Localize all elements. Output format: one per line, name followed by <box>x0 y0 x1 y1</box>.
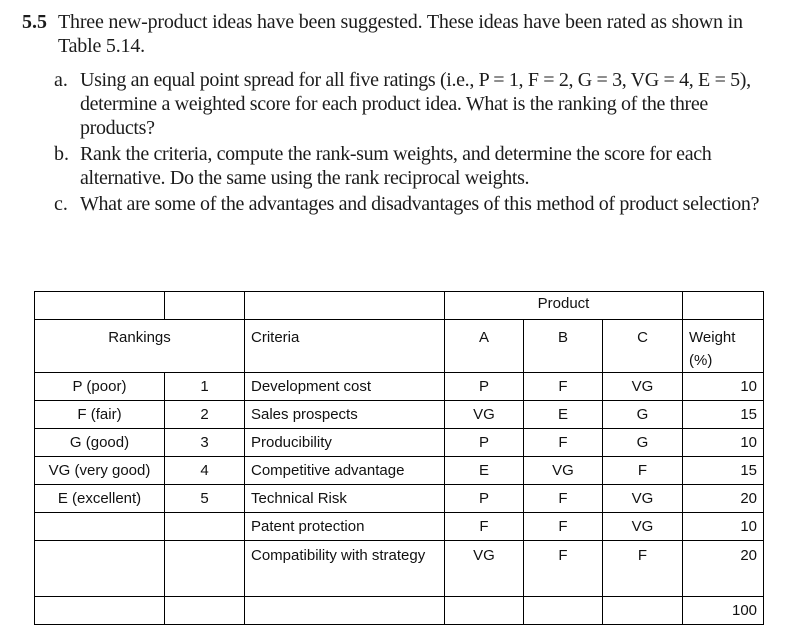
criterion-weight: 15 <box>683 401 764 429</box>
table-row <box>35 457 764 485</box>
part-line: Using an equal point spread for all five ratings (i.e., P = 1, F = 2, G = 3, VG = 4, E = 5), <box>80 69 751 91</box>
rating-c: G <box>603 429 683 457</box>
product-group-header: Product <box>445 292 683 320</box>
empty-cell <box>165 513 245 541</box>
ranking-value: 5 <box>165 485 245 513</box>
part-letter: a. <box>54 69 68 91</box>
rating-c: F <box>603 541 683 597</box>
total-weight: 100 <box>683 597 764 625</box>
problem-intro-line-1: Three new-product ideas have been suggested. These ideas have been rated as shown in <box>58 11 743 33</box>
problem-part-b <box>54 142 762 190</box>
table-row <box>35 485 764 513</box>
criterion-weight: 15 <box>683 457 764 485</box>
part-body <box>80 192 759 216</box>
rating-c: VG <box>603 373 683 401</box>
part-body <box>80 68 762 140</box>
table-group-header-row <box>35 292 764 320</box>
ranking-label: G (good) <box>35 429 165 457</box>
criterion-name: Competitive advantage <box>245 457 445 485</box>
ranking-value: 1 <box>165 373 245 401</box>
empty-cell <box>35 597 165 625</box>
product-a-header: A <box>445 320 524 373</box>
table-header-row <box>35 320 764 373</box>
criterion-weight: 10 <box>683 513 764 541</box>
problem-statement <box>22 10 762 218</box>
part-line: alternative. Do the same using the rank reciprocal weights. <box>80 167 530 189</box>
problem-header <box>22 10 762 58</box>
part-line: What are some of the advantages and disadvantages of this method of product selection? <box>80 193 760 215</box>
table-row <box>35 513 764 541</box>
ranking-label: E (excellent) <box>35 485 165 513</box>
rating-b: E <box>524 401 603 429</box>
criterion-name: Compatibility with strategy <box>245 541 445 597</box>
rating-b: F <box>524 541 603 597</box>
ranking-label: VG (very good) <box>35 457 165 485</box>
rating-c: F <box>603 457 683 485</box>
ratings-table <box>34 291 764 625</box>
product-b-header: B <box>524 320 603 373</box>
rating-b: F <box>524 485 603 513</box>
table-row <box>35 401 764 429</box>
rating-b: F <box>524 513 603 541</box>
problem-number: 5.5 <box>22 11 47 33</box>
empty-cell <box>165 541 245 597</box>
ranking-label: F (fair) <box>35 401 165 429</box>
empty-cell <box>165 292 245 320</box>
rating-c: G <box>603 401 683 429</box>
rating-a: VG <box>445 401 524 429</box>
empty-cell <box>245 597 445 625</box>
part-letter: b. <box>54 143 69 165</box>
problem-part-a <box>54 68 762 140</box>
rating-a: P <box>445 373 524 401</box>
rating-a: P <box>445 485 524 513</box>
empty-cell <box>35 541 165 597</box>
rating-a: F <box>445 513 524 541</box>
ranking-value: 2 <box>165 401 245 429</box>
criterion-name: Sales prospects <box>245 401 445 429</box>
criteria-header: Criteria <box>245 320 445 373</box>
rating-c: VG <box>603 513 683 541</box>
empty-cell <box>683 292 764 320</box>
criterion-name: Development cost <box>245 373 445 401</box>
criterion-name: Patent protection <box>245 513 445 541</box>
rating-a: E <box>445 457 524 485</box>
empty-cell <box>603 597 683 625</box>
criterion-weight: 20 <box>683 541 764 597</box>
problem-part-c <box>54 192 762 216</box>
empty-cell <box>524 597 603 625</box>
product-c-header: C <box>603 320 683 373</box>
rating-a: P <box>445 429 524 457</box>
table-row <box>35 429 764 457</box>
criterion-weight: 20 <box>683 485 764 513</box>
part-line: Rank the criteria, compute the rank-sum weights, and determine the score for each <box>80 143 712 165</box>
ranking-label: P (poor) <box>35 373 165 401</box>
ranking-value: 3 <box>165 429 245 457</box>
table-row <box>35 373 764 401</box>
rating-c: VG <box>603 485 683 513</box>
table-total-row <box>35 597 764 625</box>
table-row <box>35 541 764 597</box>
criterion-weight: 10 <box>683 429 764 457</box>
criterion-name: Producibility <box>245 429 445 457</box>
empty-cell <box>445 597 524 625</box>
empty-cell <box>35 513 165 541</box>
part-line: determine a weighted score for each product idea. What is the ranking of the three products? <box>80 93 708 139</box>
rankings-header: Rankings <box>35 320 245 373</box>
part-letter: c. <box>54 193 68 215</box>
empty-cell <box>245 292 445 320</box>
rating-b: F <box>524 429 603 457</box>
criterion-name: Technical Risk <box>245 485 445 513</box>
rating-b: VG <box>524 457 603 485</box>
problem-intro <box>58 10 743 58</box>
part-body <box>80 142 711 190</box>
empty-cell <box>165 597 245 625</box>
problem-parts <box>54 68 762 216</box>
empty-cell <box>35 292 165 320</box>
criterion-weight: 10 <box>683 373 764 401</box>
problem-intro-line-2: Table 5.14. <box>58 35 145 57</box>
weight-header: Weight (%) <box>683 320 764 373</box>
ranking-value: 4 <box>165 457 245 485</box>
rating-a: VG <box>445 541 524 597</box>
rating-b: F <box>524 373 603 401</box>
